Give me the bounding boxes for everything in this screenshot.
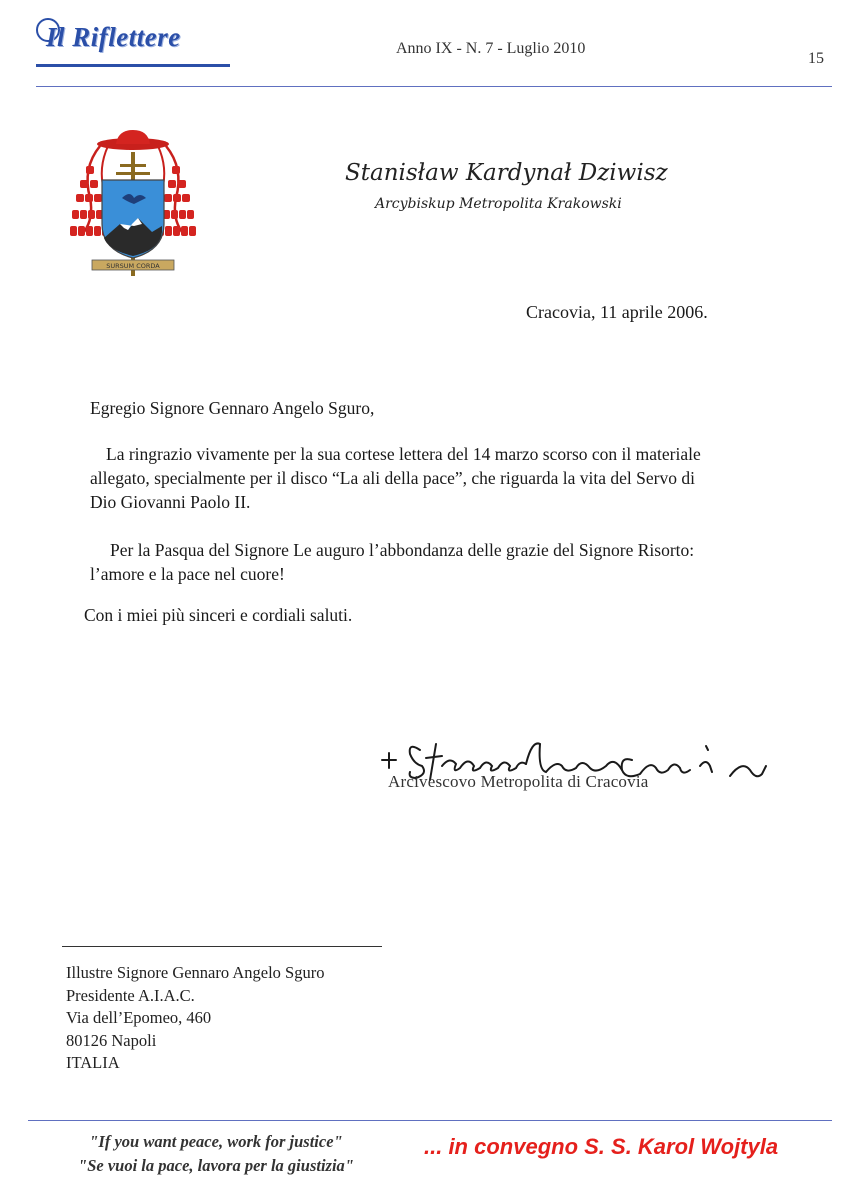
crest-motto: SURSUM CORDA	[106, 262, 160, 270]
paragraph-line: Dio Giovanni Paolo II.	[90, 492, 251, 512]
footer-rule	[28, 1120, 832, 1121]
issue-info: Anno IX - N. 7 - Luglio 2010	[396, 40, 586, 57]
footer-motto: ... in convegno S. S. Karol Wojtyla	[424, 1134, 779, 1159]
address-line: ITALIA	[66, 1053, 120, 1072]
paragraph-line: Per la Pasqua del Signore Le auguro l’abbondanza delle grazie del Signore Risorto:	[110, 540, 695, 560]
footer-quote	[36, 1130, 396, 1178]
handwritten-signature	[370, 730, 790, 810]
address-line: Illustre Signore Gennaro Angelo Sguro	[66, 963, 325, 982]
coat-of-arms-icon	[68, 128, 198, 284]
letter-paragraph-1	[90, 442, 701, 514]
quote-italian: "Se vuoi la pace, lavora per la giustizia"	[78, 1156, 354, 1175]
header-rule	[36, 86, 832, 87]
masthead-underline	[36, 64, 230, 67]
letterhead-title: Arcybiskup Metropolita Krakowski	[375, 196, 622, 212]
address-rule	[62, 946, 382, 947]
magazine-masthead	[36, 14, 236, 70]
paragraph-line: allegato, specialmente per il disco “La ali della pace”, che riguarda la vita del Servo di	[90, 468, 695, 488]
quote-english: "If you want peace, work for justice"	[89, 1132, 343, 1151]
page-number: 15	[808, 50, 824, 67]
paragraph-line: l’amore e la pace nel cuore!	[90, 564, 285, 584]
letter-paragraph-2	[90, 538, 694, 586]
letterhead-name: Stanisław Kardynał Dziwisz	[345, 160, 668, 186]
address-line: Via dell’Epomeo, 460	[66, 1008, 212, 1027]
address-line: 80126 Napoli	[66, 1030, 157, 1050]
paragraph-line: La ringrazio vivamente per la sua cortese lettera del 14 marzo scorso con il materiale	[106, 444, 701, 464]
address-line: Presidente A.I.A.C.	[66, 985, 195, 1005]
letter-date: Cracovia, 11 aprile 2006.	[526, 302, 708, 322]
recipient-address	[66, 962, 324, 1075]
letter-salutation: Egregio Signore Gennaro Angelo Sguro,	[90, 398, 375, 418]
signature-role: Arcivescovo Metropolita di Cracovia	[388, 772, 649, 791]
magazine-name: Il Riflettere	[46, 22, 181, 52]
letter-closing: Con i miei più sinceri e cordiali saluti.	[84, 605, 353, 625]
